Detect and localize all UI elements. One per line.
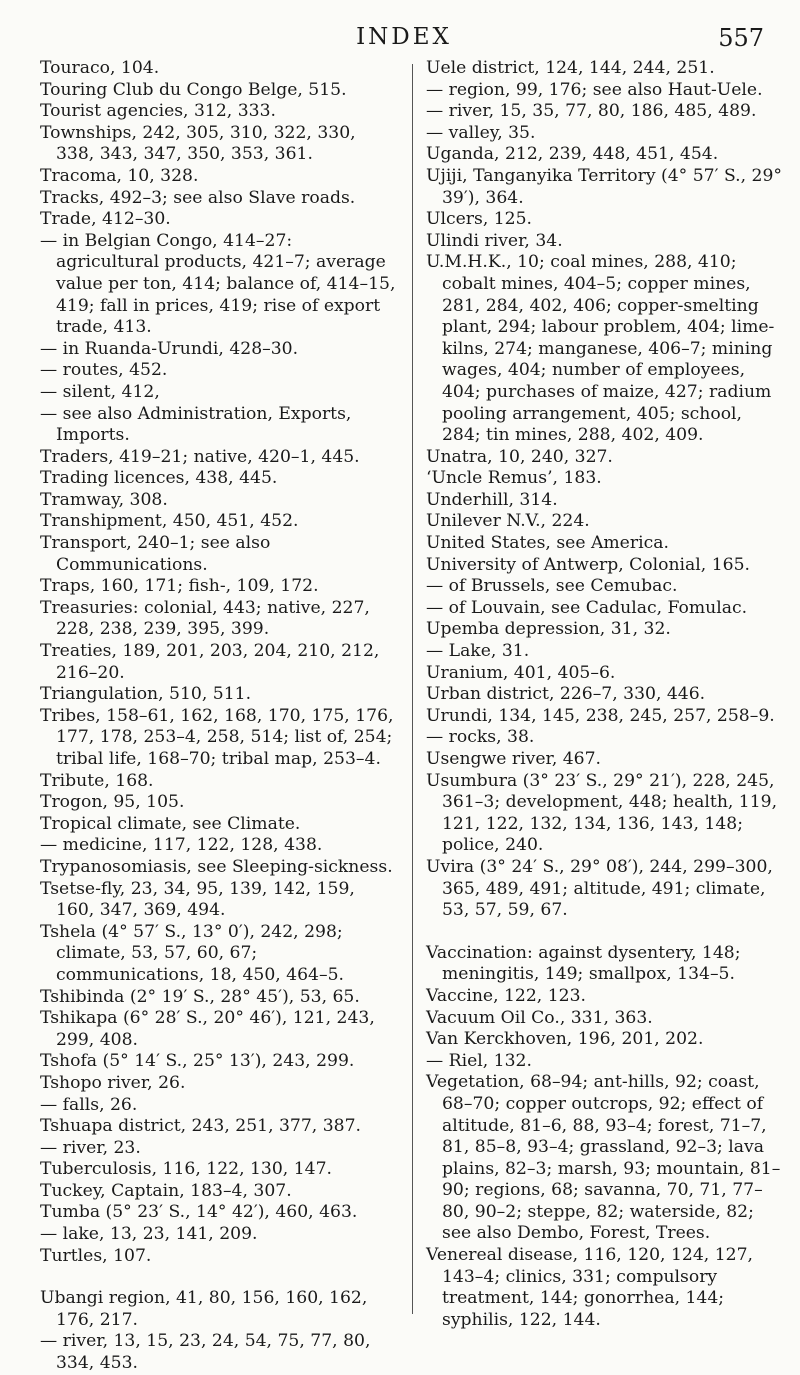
- index-entry: Ulindi river, 34.: [426, 230, 563, 251]
- right-column: [426, 58, 786, 1331]
- index-entry: Tramway, 308.: [40, 489, 168, 510]
- index-entry: ‘Uncle Remus’, 183.: [426, 468, 602, 489]
- index-entry: Vacuum Oil Co., 331, 363.: [426, 1007, 653, 1028]
- index-entry: Tshela (4° 57′ S., 13° 0′), 242, 298; climate, 53, 57, 60, 67; communications, 18, 450, 464–5.: [40, 921, 344, 985]
- section-gap: [40, 1267, 398, 1288]
- index-entry: — river, 15, 35, 77, 80, 186, 485, 489.: [426, 101, 757, 122]
- index-entry: Upemba depression, 31, 32.: [426, 619, 671, 640]
- index-entry: — routes, 452.: [40, 360, 168, 381]
- index-entry: Vegetation, 68–94; ant-hills, 92; coast, 68–70; copper outcrops, 92; effect of altitude, 81–6, 88, 93–4; forest, 71–7, 81, 85–8, 93–4; grassland, 92–3; lava plains, 82–3; marsh, 93; mountain, 81–90; regions, 68; savanna, 70, 71, 77–80, 90–2; steppe, 82; waterside, 82; see also Dembo, Forest, Trees.: [426, 1072, 781, 1244]
- index-entry: Tropical climate, see Climate.: [40, 813, 301, 834]
- index-entry: — in Belgian Congo, 414–27: agricultural products, 421–7; average value per ton, 414; balance of, 414–15, 419; fall in prices, 419; rise of export trade, 413.: [40, 230, 396, 338]
- index-entry: Urundi, 134, 145, 238, 245, 257, 258–9.: [426, 705, 775, 726]
- index-entry: Venereal disease, 116, 120, 124, 127, 143–4; clinics, 331; compulsory treatment, 144; gonorrhea, 144; syphilis, 122, 144.: [426, 1245, 753, 1330]
- index-entry: — Lake, 31.: [426, 641, 530, 662]
- index-entry: Unilever N.V., 224.: [426, 511, 590, 532]
- index-entry: Tracks, 492–3; see also Slave roads.: [40, 187, 356, 208]
- index-entry: Tumba (5° 23′ S., 14° 42′), 460, 463.: [40, 1202, 358, 1223]
- index-entry: — see also Administration, Exports, Imports.: [40, 403, 352, 446]
- index-entry: Underhill, 314.: [426, 489, 558, 510]
- page-title: INDEX: [356, 24, 452, 50]
- index-entry: Touraco, 104.: [40, 58, 160, 78]
- index-entry: Trypanosomiasis, see Sleeping-sickness.: [40, 856, 393, 877]
- index-entry: — river, 13, 15, 23, 24, 54, 75, 77, 80, 334, 453.: [40, 1331, 371, 1374]
- index-entry: Treasuries: colonial, 443; native, 227, 228, 238, 239, 395, 399.: [40, 597, 370, 640]
- index-entry: Ubangi region, 41, 80, 156, 160, 162, 176, 217.: [40, 1288, 368, 1330]
- index-entry: Trade, 412–30.: [40, 209, 171, 230]
- index-entry: Treaties, 189, 201, 203, 204, 210, 212, 216–20.: [40, 641, 380, 683]
- index-entry: — falls, 26.: [40, 1094, 138, 1115]
- index-entry: Tribute, 168.: [40, 770, 154, 791]
- index-entry: Traders, 419–21; native, 420–1, 445.: [40, 446, 360, 467]
- index-entry: — Riel, 132.: [426, 1050, 532, 1071]
- index-entry: — of Brussels, see Cemubac.: [426, 576, 678, 597]
- index-entry: — lake, 13, 23, 141, 209.: [40, 1224, 258, 1245]
- index-entry: Unatra, 10, 240, 327.: [426, 446, 613, 467]
- index-entry: Tribes, 158–61, 162, 168, 170, 175, 176, 177, 178, 253–4, 258, 514; list of, 254; tribal life, 168–70; tribal map, 253–4.: [40, 705, 394, 769]
- index-entry: Uele district, 124, 144, 244, 251.: [426, 58, 715, 78]
- page-number: 557: [718, 24, 764, 52]
- index-entry: Van Kerckhoven, 196, 201, 202.: [426, 1029, 704, 1050]
- index-entry: Uranium, 401, 405–6.: [426, 662, 616, 683]
- index-entry: Tshopo river, 26.: [40, 1072, 186, 1093]
- index-entry: Uganda, 212, 239, 448, 451, 454.: [426, 144, 719, 165]
- index-entry: Uvira (3° 24′ S., 29° 08′), 244, 299–300, 365, 489, 491; altitude, 491; climate, 53, 57, 59, 67.: [426, 856, 773, 921]
- index-entry: — of Louvain, see Cadulac, Fomulac.: [426, 597, 748, 618]
- index-entry: Tsetse-fly, 23, 34, 95, 139, 142, 159, 160, 347, 369, 494.: [40, 878, 355, 921]
- index-entry: — valley, 35.: [426, 122, 536, 143]
- index-entry: Tshibinda (2° 19′ S., 28° 45′), 53, 65.: [40, 986, 360, 1007]
- index-entry: Vaccine, 122, 123.: [426, 985, 586, 1006]
- index-entry: Triangulation, 510, 511.: [40, 684, 252, 705]
- index-entry: Touring Club du Congo Belge, 515.: [40, 79, 347, 100]
- column-divider: [412, 64, 413, 1314]
- index-entry: Tourist agencies, 312, 333.: [40, 101, 276, 122]
- index-entry: Tuberculosis, 116, 122, 130, 147.: [40, 1159, 332, 1180]
- index-entry: Ujiji, Tanganyika Territory (4° 57′ S., 29° 39′), 364.: [426, 165, 782, 208]
- index-entry: Transhipment, 450, 451, 452.: [40, 511, 299, 532]
- index-entry: Trogon, 95, 105.: [40, 792, 185, 813]
- index-entry: Tracoma, 10, 328.: [40, 165, 199, 186]
- section-gap: [426, 922, 786, 943]
- index-entry: — river, 23.: [40, 1137, 141, 1158]
- index-entry: — region, 99, 176; see also Haut-Uele.: [426, 79, 763, 100]
- index-entry: United States, see America.: [426, 533, 669, 554]
- index-entry: Urban district, 226–7, 330, 446.: [426, 684, 706, 705]
- index-entry: Tshikapa (6° 28′ S., 20° 46′), 121, 243, 299, 408.: [40, 1008, 375, 1050]
- index-entry: Townships, 242, 305, 310, 322, 330, 338, 343, 347, 350, 353, 361.: [40, 122, 356, 165]
- index-entry: Vaccination: against dysentery, 148; meningitis, 149; smallpox, 134–5.: [426, 942, 741, 985]
- index-entry: — medicine, 117, 122, 128, 438.: [40, 835, 323, 856]
- index-entry: Tshofa (5° 14′ S., 25° 13′), 243, 299.: [40, 1051, 355, 1072]
- index-entry: Tshuapa district, 243, 251, 377, 387.: [40, 1116, 361, 1137]
- index-entry: U.M.H.K., 10; coal mines, 288, 410; cobalt mines, 404–5; copper mines, 281, 284, 402, 406; copper-smelting plant, 294; labour problem, 404; lime-kilns, 274; manganese, 406–7; mining wages, 404; number of employees, 404; purchases of maize, 427; radium pooling arrangement, 405; school, 284; tin mines, 288, 402, 409.: [426, 252, 775, 446]
- index-entry: Transport, 240–1; see also Communications.: [40, 533, 271, 575]
- page-header: [40, 20, 768, 56]
- left-column: [40, 58, 398, 1375]
- index-entry: Turtles, 107.: [40, 1245, 152, 1266]
- index-entry: Usumbura (3° 23′ S., 29° 21′), 228, 245, 361–3; development, 448; health, 119, 121, 122, 132, 134, 136, 143, 148; police, 240.: [426, 770, 778, 856]
- index-entry: Traps, 160, 171; fish-, 109, 172.: [40, 576, 319, 597]
- index-entry: Tuckey, Captain, 183–4, 307.: [40, 1180, 292, 1201]
- index-entry: Trading licences, 438, 445.: [40, 468, 278, 489]
- index-entry: Ulcers, 125.: [426, 209, 533, 230]
- index-entry: — rocks, 38.: [426, 727, 535, 748]
- index-entry: — in Ruanda-Urundi, 428–30.: [40, 338, 299, 359]
- index-entry: — silent, 412,: [40, 381, 160, 402]
- index-entry: Usengwe river, 467.: [426, 749, 602, 769]
- index-entry: University of Antwerp, Colonial, 165.: [426, 554, 750, 575]
